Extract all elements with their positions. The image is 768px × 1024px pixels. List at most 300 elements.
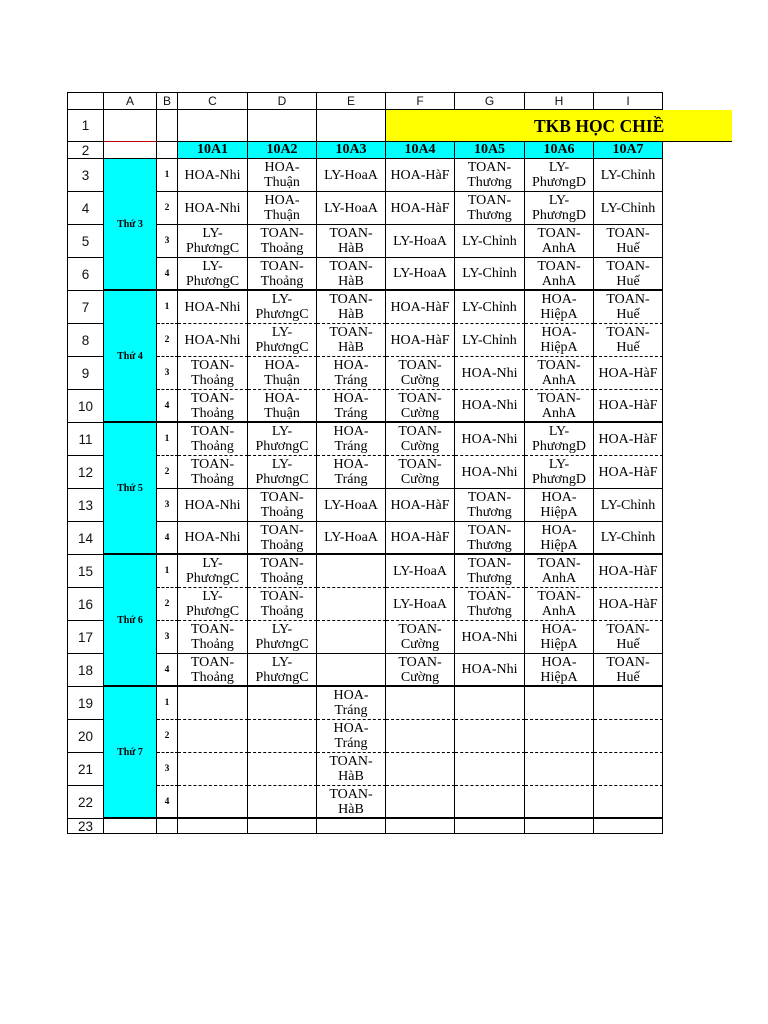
period-number[interactable] — [157, 588, 178, 621]
empty-cell[interactable] — [317, 588, 386, 621]
schedule-cell[interactable] — [178, 522, 248, 555]
schedule-cell[interactable] — [317, 720, 386, 753]
row-header-21[interactable] — [68, 753, 104, 786]
schedule-cell-text: HOA-HàF — [598, 398, 658, 413]
empty-cell[interactable] — [594, 753, 663, 786]
empty-cell[interactable] — [455, 687, 525, 720]
column-header-e[interactable] — [317, 93, 386, 110]
empty-cell[interactable] — [525, 786, 594, 819]
schedule-cell-text: LY-PhươngC — [185, 556, 240, 586]
row-header-12-text: 12 — [77, 464, 94, 480]
schedule-cell[interactable] — [594, 522, 663, 555]
empty-cell[interactable] — [248, 720, 317, 753]
schedule-cell[interactable] — [317, 489, 386, 522]
period-number-text: 4 — [164, 796, 170, 807]
schedule-cell[interactable] — [248, 324, 317, 357]
schedule-cell[interactable] — [248, 588, 317, 621]
schedule-cell[interactable] — [386, 225, 455, 258]
day-label-text: Thứ 4 — [117, 350, 143, 362]
schedule-cell[interactable] — [317, 324, 386, 357]
row-header-3[interactable] — [68, 159, 104, 192]
schedule-cell[interactable] — [594, 159, 663, 192]
column-header-c[interactable] — [178, 93, 248, 110]
empty-cell[interactable] — [386, 687, 455, 720]
row-header-22-text: 22 — [77, 794, 94, 810]
class-header-10a2[interactable] — [248, 142, 317, 159]
class-header-10a6[interactable] — [525, 142, 594, 159]
cell-e23[interactable] — [317, 819, 386, 834]
cell-b1[interactable] — [157, 110, 178, 142]
row-header-9[interactable] — [68, 357, 104, 390]
schedule-cell[interactable] — [386, 357, 455, 390]
cell-d23[interactable] — [248, 819, 317, 834]
schedule-cell[interactable] — [525, 423, 594, 456]
schedule-cell-text: HOA-Thuận — [264, 390, 300, 421]
schedule-cell[interactable] — [525, 654, 594, 687]
schedule-cell-text: TOAN-Huế — [606, 622, 650, 652]
day-label[interactable] — [104, 687, 157, 819]
schedule-cell-text: HOA-HiệpA — [540, 622, 578, 652]
schedule-cell-text: TOAN-Thương — [467, 589, 512, 619]
schedule-cell[interactable] — [248, 489, 317, 522]
schedule-cell[interactable] — [317, 786, 386, 819]
schedule-cell[interactable] — [386, 423, 455, 456]
schedule-cell-text: TOAN-Huế — [606, 226, 650, 256]
row-header-11[interactable] — [68, 423, 104, 456]
column-header-d[interactable] — [248, 93, 317, 110]
schedule-cell[interactable] — [248, 522, 317, 555]
schedule-cell-text: TOAN-HàB — [329, 325, 373, 355]
schedule-cell-text: HOA-Tráng — [333, 390, 369, 421]
schedule-cell-text: LY-HoaA — [324, 497, 378, 513]
schedule-cell[interactable] — [455, 423, 525, 456]
schedule-cell[interactable] — [525, 357, 594, 390]
empty-cell[interactable] — [178, 720, 248, 753]
schedule-cell[interactable] — [525, 456, 594, 489]
period-number[interactable] — [157, 555, 178, 588]
cell-a2[interactable] — [104, 142, 157, 159]
schedule-cell-text: LY-PhươngC — [185, 226, 240, 256]
row-header-13-text: 13 — [77, 497, 94, 513]
schedule-cell-text: LY-Chỉnh — [600, 167, 656, 183]
schedule-cell[interactable] — [386, 159, 455, 192]
period-number[interactable] — [157, 423, 178, 456]
schedule-cell[interactable] — [455, 555, 525, 588]
empty-cell[interactable] — [525, 720, 594, 753]
schedule-cell-text: LY-Chỉnh — [600, 497, 656, 513]
schedule-cell-text: HOA-Nhi — [461, 398, 518, 413]
schedule-cell[interactable] — [455, 159, 525, 192]
cell-a1[interactable] — [104, 110, 157, 142]
cell-e1[interactable] — [317, 110, 386, 142]
schedule-cell[interactable] — [178, 357, 248, 390]
schedule-cell-text: LY-PhươngC — [255, 654, 309, 685]
schedule-cell[interactable] — [178, 159, 248, 192]
period-number[interactable] — [157, 753, 178, 786]
period-number[interactable] — [157, 258, 178, 291]
row-header-14-text: 14 — [77, 530, 94, 546]
schedule-cell[interactable] — [386, 621, 455, 654]
period-number[interactable] — [157, 522, 178, 555]
empty-cell[interactable] — [386, 720, 455, 753]
schedule-cell[interactable] — [455, 390, 525, 423]
period-number-text: 2 — [164, 335, 170, 345]
schedule-cell[interactable] — [525, 258, 594, 291]
schedule-cell-text: LY-PhươngC — [185, 258, 240, 289]
column-header-i-text: I — [626, 94, 630, 108]
schedule-cell-text: TOAN-Thoảng — [260, 556, 304, 586]
day-label[interactable] — [104, 159, 157, 291]
schedule-cell[interactable] — [248, 225, 317, 258]
column-header-b-text: B — [162, 94, 171, 108]
cell-c1[interactable] — [178, 110, 248, 142]
schedule-cell[interactable] — [317, 687, 386, 720]
schedule-cell[interactable] — [386, 192, 455, 225]
schedule-cell[interactable] — [386, 522, 455, 555]
row-header-22[interactable] — [68, 786, 104, 819]
day-label[interactable] — [104, 291, 157, 423]
class-header-10a3-text: 10A3 — [335, 142, 367, 157]
schedule-cell[interactable] — [386, 324, 455, 357]
period-number-text: 1 — [164, 302, 170, 312]
schedule-cell-text: LY-PhươngC — [185, 589, 240, 619]
empty-cell[interactable] — [594, 687, 663, 720]
row-header-10[interactable] — [68, 390, 104, 423]
column-header-i[interactable] — [594, 93, 663, 110]
row-header-1[interactable] — [68, 110, 104, 142]
schedule-cell[interactable] — [594, 621, 663, 654]
row-header-12[interactable] — [68, 456, 104, 489]
period-number-text: 4 — [164, 664, 170, 675]
day-label-text: Thứ 7 — [117, 746, 143, 758]
period-number[interactable] — [157, 720, 178, 753]
day-label-text: Thứ 5 — [117, 482, 143, 494]
column-header-b[interactable] — [157, 93, 178, 110]
schedule-cell[interactable] — [455, 357, 525, 390]
empty-cell[interactable] — [386, 753, 455, 786]
cell-a23[interactable] — [104, 819, 157, 834]
schedule-cell[interactable] — [594, 357, 663, 390]
empty-cell[interactable] — [455, 753, 525, 786]
schedule-cell-text: LY-PhươngC — [255, 424, 309, 454]
schedule-cell[interactable] — [525, 159, 594, 192]
empty-cell[interactable] — [178, 753, 248, 786]
schedule-cell[interactable] — [317, 390, 386, 423]
row-header-23[interactable] — [68, 819, 104, 834]
empty-cell[interactable] — [386, 786, 455, 819]
schedule-cell-text: HOA-Nhi — [184, 299, 241, 315]
schedule-cell[interactable] — [594, 291, 663, 324]
empty-cell[interactable] — [248, 753, 317, 786]
row-header-19-text: 19 — [77, 695, 94, 711]
empty-cell[interactable] — [248, 786, 317, 819]
schedule-cell-text: TOAN-HàB — [329, 754, 373, 784]
schedule-cell-text: LY-Chỉnh — [462, 266, 517, 281]
period-number[interactable] — [157, 324, 178, 357]
column-header-g[interactable] — [455, 93, 525, 110]
schedule-cell[interactable] — [455, 456, 525, 489]
period-number[interactable] — [157, 291, 178, 324]
schedule-cell[interactable] — [248, 291, 317, 324]
column-header-h[interactable] — [525, 93, 594, 110]
schedule-cell[interactable] — [525, 324, 594, 357]
schedule-cell-text: HOA-Nhi — [184, 200, 241, 216]
schedule-cell[interactable] — [386, 588, 455, 621]
schedule-cell-text: TOAN-Thương — [467, 160, 512, 190]
schedule-cell[interactable] — [594, 258, 663, 291]
row-header-19[interactable] — [68, 687, 104, 720]
schedule-cell[interactable] — [386, 390, 455, 423]
schedule-cell[interactable] — [317, 192, 386, 225]
schedule-cell[interactable] — [178, 654, 248, 687]
cell-d1[interactable] — [248, 110, 317, 142]
schedule-cell-text: TOAN-Cường — [398, 424, 442, 454]
class-header-10a6-text: 10A6 — [543, 142, 575, 157]
schedule-cell[interactable] — [525, 555, 594, 588]
schedule-cell[interactable] — [248, 258, 317, 291]
schedule-cell-text: LY-HoaA — [393, 596, 447, 612]
empty-cell[interactable] — [317, 621, 386, 654]
schedule-cell[interactable] — [178, 456, 248, 489]
schedule-cell[interactable] — [317, 357, 386, 390]
schedule-cell[interactable] — [248, 423, 317, 456]
schedule-cell[interactable] — [594, 390, 663, 423]
empty-cell[interactable] — [525, 687, 594, 720]
schedule-cell[interactable] — [248, 192, 317, 225]
empty-cell[interactable] — [248, 687, 317, 720]
schedule-cell[interactable] — [455, 489, 525, 522]
period-number[interactable] — [157, 357, 178, 390]
schedule-cell[interactable] — [386, 456, 455, 489]
schedule-cell[interactable] — [178, 258, 248, 291]
class-header-10a1[interactable] — [178, 142, 248, 159]
schedule-cell[interactable] — [594, 456, 663, 489]
schedule-cell[interactable] — [525, 192, 594, 225]
schedule-cell[interactable] — [455, 192, 525, 225]
empty-cell[interactable] — [455, 786, 525, 819]
schedule-cell-text: TOAN-Cường — [398, 390, 442, 421]
schedule-cell[interactable] — [455, 324, 525, 357]
schedule-cell[interactable] — [248, 555, 317, 588]
column-header-a[interactable] — [104, 93, 157, 110]
schedule-cell[interactable] — [248, 357, 317, 390]
schedule-cell-text: TOAN-Thoảng — [260, 226, 304, 256]
schedule-cell[interactable] — [525, 489, 594, 522]
schedule-cell-text: TOAN-Thoảng — [190, 424, 235, 454]
period-number[interactable] — [157, 456, 178, 489]
empty-cell[interactable] — [317, 555, 386, 588]
schedule-cell-text: TOAN-Cường — [398, 457, 442, 487]
period-number[interactable] — [157, 687, 178, 720]
empty-cell[interactable] — [178, 786, 248, 819]
row-header-6[interactable] — [68, 258, 104, 291]
column-header-d-text: D — [277, 94, 287, 108]
period-number-text: 4 — [164, 400, 170, 411]
schedule-cell-text: TOAN-Thoảng — [260, 258, 304, 289]
schedule-cell-text: HOA-HàF — [390, 200, 450, 216]
schedule-cell[interactable] — [248, 654, 317, 687]
schedule-cell[interactable] — [178, 225, 248, 258]
class-header-10a5[interactable] — [455, 142, 525, 159]
schedule-cell[interactable] — [386, 258, 455, 291]
schedule-cell-text: HOA-Tráng — [333, 721, 369, 751]
title-cell-text: TKB HỌC CHIỀ — [534, 115, 665, 136]
schedule-cell[interactable] — [178, 390, 248, 423]
schedule-cell-text: LY-Chỉnh — [462, 332, 517, 348]
class-header-10a7[interactable] — [594, 142, 663, 159]
schedule-cell[interactable] — [178, 291, 248, 324]
period-number[interactable] — [157, 786, 178, 819]
cell-f23[interactable] — [386, 819, 455, 834]
cell-b23[interactable] — [157, 819, 178, 834]
schedule-cell-text: HOA-HiệpA — [540, 292, 578, 322]
row-header-7-text: 7 — [81, 299, 90, 315]
row-header-13[interactable] — [68, 489, 104, 522]
cell-g23[interactable] — [455, 819, 525, 834]
schedule-cell[interactable] — [178, 423, 248, 456]
schedule-cell-text: HOA-Nhi — [184, 497, 241, 513]
period-number[interactable] — [157, 192, 178, 225]
schedule-cell[interactable] — [317, 753, 386, 786]
row-header-7[interactable] — [68, 291, 104, 324]
schedule-cell[interactable] — [455, 588, 525, 621]
row-header-4[interactable] — [68, 192, 104, 225]
schedule-cell[interactable] — [455, 291, 525, 324]
class-header-10a4[interactable] — [386, 142, 455, 159]
schedule-cell[interactable] — [386, 654, 455, 687]
schedule-cell[interactable] — [178, 324, 248, 357]
schedule-cell[interactable] — [317, 423, 386, 456]
period-number[interactable] — [157, 159, 178, 192]
row-header-5[interactable] — [68, 225, 104, 258]
schedule-cell-text: HOA-HàF — [598, 563, 658, 579]
empty-cell[interactable] — [317, 654, 386, 687]
period-number[interactable] — [157, 654, 178, 687]
period-number-text: 1 — [164, 566, 170, 576]
schedule-cell[interactable] — [248, 621, 317, 654]
schedule-cell[interactable] — [525, 225, 594, 258]
empty-cell[interactable] — [178, 687, 248, 720]
schedule-cell-text: LY-PhươngD — [532, 160, 586, 190]
row-header-18[interactable] — [68, 654, 104, 687]
empty-cell[interactable] — [455, 720, 525, 753]
schedule-cell-text: TOAN-Thương — [467, 556, 512, 586]
schedule-cell[interactable] — [248, 390, 317, 423]
schedule-cell-text: HOA-Thuận — [264, 160, 300, 190]
period-number[interactable] — [157, 621, 178, 654]
schedule-cell[interactable] — [594, 588, 663, 621]
schedule-cell[interactable] — [594, 555, 663, 588]
schedule-cell[interactable] — [455, 621, 525, 654]
schedule-cell-text: TOAN-Cường — [398, 358, 442, 388]
schedule-cell[interactable] — [594, 654, 663, 687]
schedule-cell[interactable] — [455, 654, 525, 687]
schedule-cell[interactable] — [178, 192, 248, 225]
period-number[interactable] — [157, 225, 178, 258]
select-all-corner[interactable] — [68, 93, 104, 110]
empty-cell[interactable] — [594, 786, 663, 819]
schedule-cell[interactable] — [525, 291, 594, 324]
schedule-cell-text: TOAN-Thoảng — [190, 390, 235, 421]
row-header-14[interactable] — [68, 522, 104, 555]
schedule-cell[interactable] — [178, 621, 248, 654]
schedule-cell-text: TOAN-HàB — [329, 258, 373, 289]
empty-cell[interactable] — [525, 753, 594, 786]
schedule-cell[interactable] — [455, 522, 525, 555]
schedule-cell[interactable] — [525, 522, 594, 555]
schedule-cell[interactable] — [317, 522, 386, 555]
class-header-10a3[interactable] — [317, 142, 386, 159]
schedule-cell-text: HOA-HàF — [598, 464, 658, 480]
schedule-cell[interactable] — [317, 225, 386, 258]
row-header-16[interactable] — [68, 588, 104, 621]
schedule-cell-text: LY-PhươngC — [255, 622, 309, 652]
schedule-cell[interactable] — [178, 489, 248, 522]
period-number[interactable] — [157, 390, 178, 423]
schedule-cell[interactable] — [317, 159, 386, 192]
row-header-2[interactable] — [68, 142, 104, 159]
row-header-17[interactable] — [68, 621, 104, 654]
schedule-cell[interactable] — [525, 588, 594, 621]
schedule-cell[interactable] — [594, 192, 663, 225]
cell-h23[interactable] — [525, 819, 594, 834]
column-header-f-text: F — [416, 94, 424, 108]
schedule-cell[interactable] — [317, 456, 386, 489]
schedule-cell[interactable] — [386, 489, 455, 522]
cell-c23[interactable] — [178, 819, 248, 834]
period-number-text: 4 — [164, 268, 170, 279]
schedule-cell-text: HOA-HàF — [598, 596, 658, 612]
cell-i23[interactable] — [594, 819, 663, 834]
schedule-cell[interactable] — [594, 324, 663, 357]
row-header-20[interactable] — [68, 720, 104, 753]
schedule-cell[interactable] — [525, 621, 594, 654]
schedule-cell[interactable] — [455, 258, 525, 291]
period-number[interactable] — [157, 489, 178, 522]
schedule-cell[interactable] — [248, 456, 317, 489]
schedule-cell[interactable] — [248, 159, 317, 192]
schedule-cell[interactable] — [178, 555, 248, 588]
row-header-6-text: 6 — [81, 266, 90, 282]
row-header-20-text: 20 — [77, 728, 94, 744]
cell-b2[interactable] — [157, 142, 178, 159]
schedule-cell[interactable] — [594, 489, 663, 522]
schedule-cell[interactable] — [455, 225, 525, 258]
schedule-cell[interactable] — [317, 291, 386, 324]
title-cell[interactable] — [386, 110, 732, 142]
schedule-cell-text: HOA-Thuận — [264, 358, 300, 388]
day-label[interactable] — [104, 423, 157, 555]
schedule-cell-text: TOAN-AnhA — [537, 226, 581, 256]
schedule-cell[interactable] — [594, 225, 663, 258]
column-header-f[interactable] — [386, 93, 455, 110]
schedule-cell-text: LY-HoaA — [393, 563, 447, 579]
schedule-cell[interactable] — [386, 555, 455, 588]
row-header-15[interactable] — [68, 555, 104, 588]
schedule-cell[interactable] — [594, 423, 663, 456]
day-label[interactable] — [104, 555, 157, 687]
schedule-cell-text: TOAN-Thương — [467, 522, 512, 553]
schedule-cell[interactable] — [525, 390, 594, 423]
schedule-cell-text: HOA-Tráng — [333, 358, 369, 388]
schedule-cell[interactable] — [178, 588, 248, 621]
day-label-text: Thứ 6 — [117, 614, 143, 626]
schedule-cell-text: TOAN-AnhA — [537, 390, 581, 421]
row-header-8[interactable] — [68, 324, 104, 357]
schedule-cell[interactable] — [317, 258, 386, 291]
empty-cell[interactable] — [594, 720, 663, 753]
schedule-cell[interactable] — [386, 291, 455, 324]
